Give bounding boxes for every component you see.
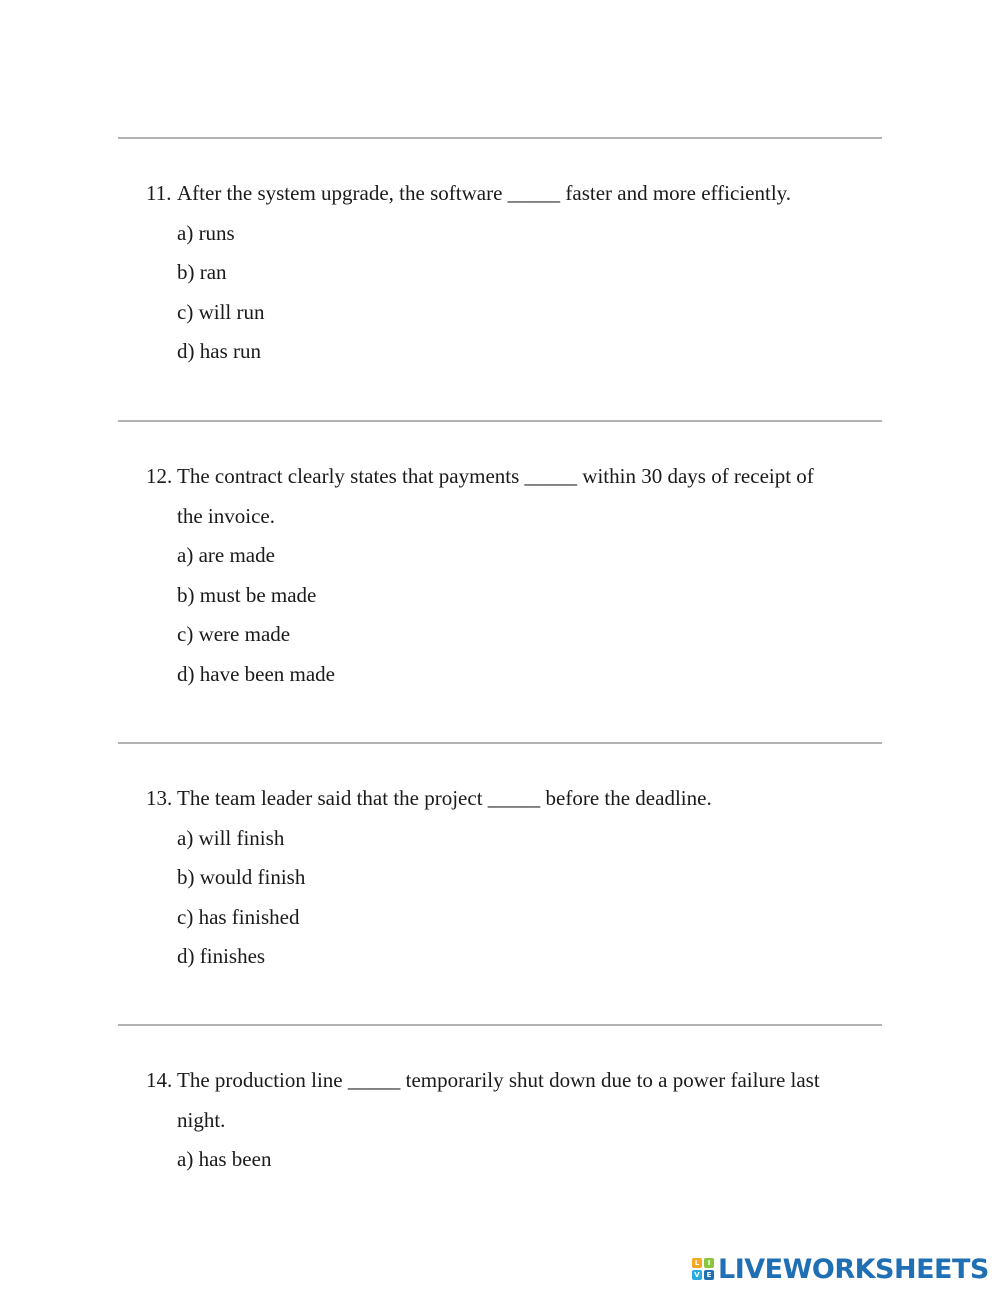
option-a[interactable]: a) runs: [177, 220, 235, 245]
logo-tile: V: [692, 1270, 702, 1280]
question-11: [146, 174, 886, 372]
question-14-stem: [146, 1061, 886, 1101]
question-text: After the system upgrade, the software _____ faster and more efficiently.: [177, 181, 792, 205]
option-c[interactable]: c) will run: [177, 299, 265, 324]
question-number: 13.: [146, 786, 173, 810]
option-b[interactable]: b) would finish: [177, 865, 306, 889]
option-b[interactable]: b) must be made: [177, 582, 317, 607]
question-text: The team leader said that the project _____ before the deadline.: [177, 786, 712, 810]
option-a[interactable]: a) are made: [177, 543, 275, 567]
logo-tile: L: [692, 1258, 702, 1268]
question-12: [146, 457, 886, 694]
divider-q13-q14: [118, 1024, 882, 1026]
option-a[interactable]: a) has been: [177, 1147, 272, 1171]
question-number: 14.: [146, 1068, 173, 1092]
question-text: The production line _____ temporarily shut down due to a power failure last: [177, 1068, 820, 1092]
question-14: [146, 1061, 886, 1180]
question-number: 11.: [146, 181, 172, 205]
divider-q12-q13: [118, 742, 882, 744]
brand-name: LIVEWORKSHEETS: [718, 1253, 989, 1285]
divider-q11-q12: [118, 420, 882, 422]
option-a[interactable]: a) will finish: [177, 825, 285, 850]
question-13: [146, 779, 886, 977]
liveworksheets-brand: [692, 1253, 989, 1285]
divider-top: [118, 137, 882, 139]
question-13-stem: [146, 779, 886, 819]
option-b[interactable]: b) ran: [177, 260, 227, 284]
logo-tile: I: [704, 1258, 714, 1268]
option-c[interactable]: c) has finished: [177, 904, 300, 929]
question-12-stem: [146, 457, 886, 497]
option-c[interactable]: c) were made: [177, 622, 291, 646]
option-d[interactable]: d) have been made: [177, 661, 336, 686]
logo-tile: E: [704, 1270, 714, 1280]
question-text-continued: night.: [177, 1107, 226, 1132]
question-text-continued: the invoice.: [177, 503, 275, 528]
question-number: 12.: [146, 464, 173, 488]
liveworksheets-logo-icon: [692, 1258, 714, 1280]
question-text: The contract clearly states that payments _____ within 30 days of receipt of: [177, 464, 814, 488]
question-11-stem: [146, 174, 886, 214]
option-d[interactable]: d) finishes: [177, 944, 266, 968]
option-d[interactable]: d) has run: [177, 339, 261, 363]
